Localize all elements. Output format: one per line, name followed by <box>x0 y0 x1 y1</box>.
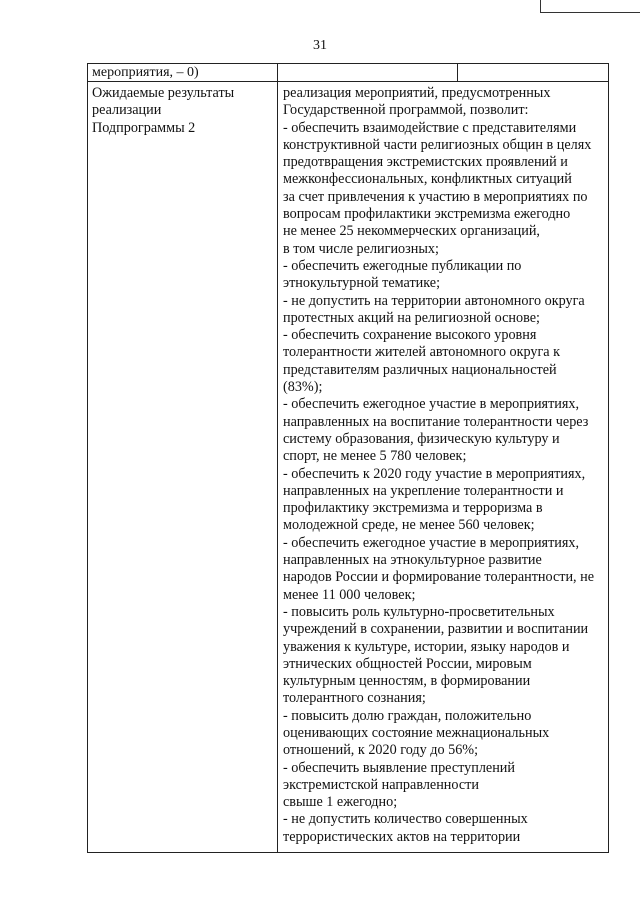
result-text-line: - обеспечить выявление преступлений <box>283 759 515 776</box>
result-text-line: - повысить долю граждан, положительно <box>283 707 532 724</box>
result-text-line: протестных акций на религиозной основе; <box>283 309 540 326</box>
result-text-line: культурным ценностям, в формировании <box>283 673 531 690</box>
label-line: Ожидаемые результаты <box>92 85 235 101</box>
label-line: реализации <box>92 102 162 119</box>
result-text-line: учреждений в сохранении, развитии и воспитании <box>283 621 589 638</box>
result-text-line: толерантного сознания; <box>283 690 426 707</box>
result-text-line: вопросам профилактики экстремизма ежегодно <box>283 206 571 223</box>
result-text-line: толерантности жителей автономного округа к <box>283 344 561 361</box>
table-continuation-row <box>88 64 608 82</box>
result-text-line: экстремистской направленности <box>283 776 479 793</box>
result-text-line: систему образования, физическую культуру и <box>283 430 560 447</box>
result-text-line: профилактику экстремизма и терроризма в <box>283 500 543 517</box>
result-text-line: свыше 1 ежегодно; <box>283 794 398 811</box>
result-text-line: не менее 25 некоммерческих организаций, <box>283 223 540 240</box>
result-text-line: направленных на укрепление толерантности и <box>283 482 564 499</box>
result-text-line: - обеспечить взаимодействие с представителями <box>283 119 577 136</box>
continuation-left-cell: мероприятия, – 0) <box>88 64 278 81</box>
continuation-middle-cell <box>278 64 458 81</box>
result-text-line: Государственной программой, позволит: <box>283 102 529 119</box>
result-text-line: - обеспечить сохранение высокого уровня <box>283 327 537 344</box>
label-line: Подпрограммы 2 <box>92 119 196 136</box>
result-text-line: террористических актов на территории <box>283 828 521 845</box>
result-text-line: в том числе религиозных; <box>283 240 439 257</box>
result-text-line: - обеспечить к 2020 году участие в мероприятиях, <box>283 465 586 482</box>
result-text-line: конструктивной части религиозных общин в целях <box>283 136 592 153</box>
result-text-line: уважения к культуре, истории, языку народов и <box>283 638 570 655</box>
result-text-line: молодежной среде, не менее 560 человек; <box>283 517 535 534</box>
page-number: 31 <box>313 38 327 53</box>
result-text-line: - обеспечить ежегодное участие в мероприятиях, <box>283 534 580 551</box>
expected-results-label <box>92 85 272 137</box>
result-text-line: этнических общностей России, мировым <box>283 655 532 672</box>
result-text-line: представителям различных национальностей <box>283 361 557 378</box>
result-text-line: - обеспечить ежегодные публикации по <box>283 257 522 274</box>
result-text-line: направленных на этнокультурное развитие <box>283 552 542 569</box>
program-table <box>87 63 609 853</box>
result-text-line: направленных на воспитание толерантности через <box>283 413 589 430</box>
result-text-line: народов России и формирование толерантности, не <box>283 569 595 586</box>
expected-results-text <box>283 85 607 846</box>
result-text-line: спорт, не менее 5 780 человек; <box>283 448 467 465</box>
result-text-line: - не допустить количество совершенных <box>283 811 528 828</box>
result-text-line: этнокультурной тематике; <box>283 275 441 292</box>
result-text-line: менее 11 000 человек; <box>283 586 416 603</box>
header-corner-mark <box>540 0 640 13</box>
result-text-line: межконфессиональных, конфликтных ситуаций <box>283 171 572 188</box>
column-divider <box>277 82 278 853</box>
result-text-line: (83%); <box>283 379 323 396</box>
result-text-line: за счет привлечения к участию в мероприятиях по <box>283 188 588 205</box>
result-text-line: оценивающих состояние межнациональных <box>283 724 550 741</box>
result-text-line: - не допустить на территории автономного округа <box>283 292 585 309</box>
result-text-line: - обеспечить ежегодное участие в мероприятиях, <box>283 396 580 413</box>
result-text-line: реализация мероприятий, предусмотренных <box>283 85 551 101</box>
result-text-line: предотвращения экстремистских проявлений и <box>283 154 568 171</box>
result-text-line: - повысить роль культурно-просветительных <box>283 603 555 620</box>
result-text-line: отношений, к 2020 году до 56%; <box>283 742 479 759</box>
continuation-right-cell <box>458 64 608 81</box>
